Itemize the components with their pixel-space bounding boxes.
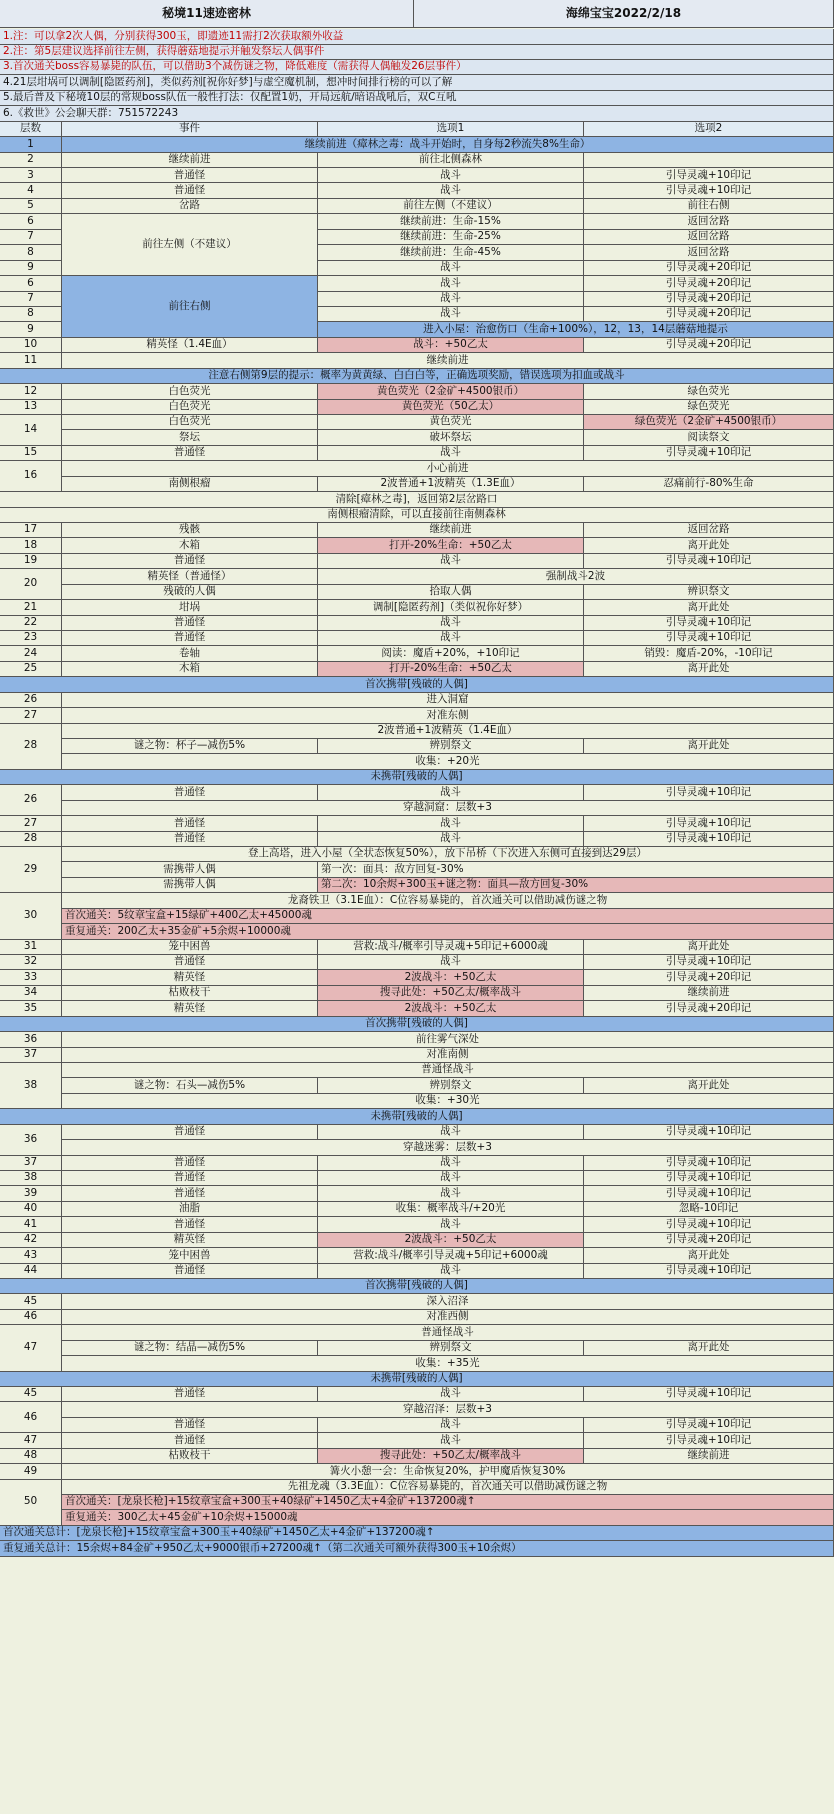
table-cell: 5: [0, 199, 62, 214]
table-cell: 收集：+20光: [62, 754, 834, 769]
table-cell: 引导灵魂+20印记: [584, 970, 834, 985]
table-cell: 26: [0, 693, 62, 708]
table-cell: 28: [0, 724, 62, 770]
table-cell: 战斗: [318, 1418, 584, 1433]
table-cell: 8: [0, 307, 62, 322]
table-cell: 进入洞窟: [62, 693, 834, 708]
table-cell: 战斗：+50乙太: [318, 338, 584, 353]
table-cell: 战斗: [318, 168, 584, 183]
table-cell: 破坏祭坛: [318, 430, 584, 445]
table-cell: 战斗: [318, 1264, 584, 1279]
event-banner: 继续前进（瘴林之毒：战斗开始时，自身每2秒流失8%生命）: [62, 137, 834, 152]
table-cell: 普通怪: [62, 554, 318, 569]
table-cell: 17: [0, 523, 62, 538]
table-cell: 前往右侧: [62, 276, 318, 338]
note-line: 3.首次通关boss容易暴毙的队伍，可以借助3个减伤谜之物，降低难度（需获得人偶触发26层事件）: [0, 60, 834, 75]
table-cell: 需携带人偶: [62, 878, 318, 893]
table-cell: 小心前进: [62, 461, 834, 476]
table-cell: 引导灵魂+10印记: [584, 1433, 834, 1448]
section-banner: 未携带[残破的人偶]: [0, 770, 834, 785]
table-cell: 普通怪: [62, 631, 318, 646]
table-cell: 普通怪: [62, 816, 318, 831]
section-banner: 首次携带[残破的人偶]: [0, 677, 834, 692]
table-cell: 3: [0, 168, 62, 183]
table-cell: 31: [0, 940, 62, 955]
table-cell: 收集：+30光: [62, 1094, 834, 1109]
table-cell: 37: [0, 1156, 62, 1171]
table-cell: 谜之物：石头—减伤5%: [62, 1078, 318, 1093]
table-cell: 木箱: [62, 538, 318, 553]
table-cell: 打开-20%生命：+50乙太: [318, 662, 584, 677]
table-cell: 返回岔路: [584, 245, 834, 260]
table-cell: 忍痛前行-80%生命: [584, 477, 834, 492]
table-cell: 精英怪（普通怪）: [62, 569, 318, 584]
table-cell: 6: [0, 214, 62, 229]
table-cell: 绿色荧光: [584, 400, 834, 415]
first-clear-total: 首次通关总计：[龙泉长枪]+15纹章宝盒+300玉+40绿矿+1450乙太+4金矿+137200魂↑: [0, 1526, 834, 1541]
table-cell: 绿色荧光（2金矿+4500银币）: [584, 415, 834, 430]
table-cell: 2波战斗：+50乙太: [318, 1233, 584, 1248]
table-cell: 离开此处: [584, 1341, 834, 1356]
table-cell: 30: [0, 893, 62, 939]
table-cell: 营救:战斗/概率引导灵魂+5印记+6000魂: [318, 940, 584, 955]
table-cell: 47: [0, 1325, 62, 1371]
table-cell: 引导灵魂+10印记: [584, 1156, 834, 1171]
hint-banner: 注意右侧第9层的提示：概率为黄黄绿、白白白等，正确选项奖励，错误选项为扣血或战斗: [0, 369, 834, 384]
table-cell: 祭坛: [62, 430, 318, 445]
table-cell: 引导灵魂+10印记: [584, 1418, 834, 1433]
table-cell: 普通怪: [62, 1171, 318, 1186]
table-cell: 战斗: [318, 785, 584, 800]
table-cell: 离开此处: [584, 940, 834, 955]
table-cell: 枯败枝干: [62, 1449, 318, 1464]
table-cell: 38: [0, 1063, 62, 1109]
table-cell: 20: [0, 569, 62, 600]
table-cell: 岔路: [62, 199, 318, 214]
table-cell: 普通怪战斗: [62, 1063, 834, 1078]
table-cell: 41: [0, 1217, 62, 1232]
table-cell: 离开此处: [584, 1078, 834, 1093]
table-cell: 18: [0, 538, 62, 553]
table-cell: 阅读祭文: [584, 430, 834, 445]
table-cell: 南侧根瘤: [62, 477, 318, 492]
table-cell: 45: [0, 1387, 62, 1402]
column-header: 选项1: [318, 122, 584, 137]
table-cell: 绿色荧光: [584, 384, 834, 399]
table-cell: 白色荧光: [62, 415, 318, 430]
table-cell: 对准西侧: [62, 1310, 834, 1325]
table-cell: 阅读：魔盾+20%，+10印记: [318, 646, 584, 661]
table-cell: 38: [0, 1171, 62, 1186]
table-cell: 龙裔铁卫（3.1E血）：C位容易暴毙的，首次通关可以借助减伤谜之物: [62, 893, 834, 908]
table-cell: 对准南侧: [62, 1048, 834, 1063]
table-cell: 2波普通+1波精英（1.4E血）: [62, 724, 834, 739]
table-cell: 白色荧光: [62, 384, 318, 399]
table-cell: 普通怪: [62, 955, 318, 970]
table-cell: 笼中困兽: [62, 940, 318, 955]
table-cell: 44: [0, 1264, 62, 1279]
table-cell: 普通怪: [62, 1418, 318, 1433]
table-cell: 继续前进：生命-25%: [318, 230, 584, 245]
table-cell: 继续前进：生命-15%: [318, 214, 584, 229]
sheet-title: 秘境11速迹密林: [0, 0, 414, 28]
table-cell: 9: [0, 261, 62, 276]
table-cell: 49: [0, 1464, 62, 1479]
table-cell: 继续前进: [318, 523, 584, 538]
table-cell: 篝火小憩一会：生命恢复20%，护甲魔盾恢复30%: [62, 1464, 834, 1479]
table-cell: 普通怪: [62, 1125, 318, 1140]
table-cell: 普通怪: [62, 1156, 318, 1171]
table-cell: 战斗: [318, 955, 584, 970]
section-banner: 首次携带[残破的人偶]: [0, 1017, 834, 1032]
table-cell: 油脂: [62, 1202, 318, 1217]
sheet-author-date: 海绵宝宝2022/2/18: [414, 0, 834, 28]
column-header: 事件: [62, 122, 318, 137]
table-cell: 引导灵魂+10印记: [584, 168, 834, 183]
table-cell: 引导灵魂+10印记: [584, 1125, 834, 1140]
table-cell: 南侧根瘤清除，可以直接前往南侧森林: [0, 508, 834, 523]
table-cell: 打开-20%生命：+50乙太: [318, 538, 584, 553]
column-header: 层数: [0, 122, 62, 137]
table-cell: 清除[瘴林之毒]，返回第2层岔路口: [0, 492, 834, 507]
table-cell: 7: [0, 230, 62, 245]
table-cell: 忽略-10印记: [584, 1202, 834, 1217]
table-cell: 战斗: [318, 446, 584, 461]
table-cell: 离开此处: [584, 662, 834, 677]
table-cell: 36: [0, 1125, 62, 1156]
table-cell: 6: [0, 276, 62, 291]
table-cell: 谜之物：杯子—减伤5%: [62, 739, 318, 754]
table-cell: 引导灵魂+10印记: [584, 554, 834, 569]
table-cell: 继续前进: [584, 1449, 834, 1464]
table-cell: 普通怪: [62, 1433, 318, 1448]
table-cell: 坩埚: [62, 600, 318, 615]
table-cell: 33: [0, 970, 62, 985]
table-cell: 普通怪: [62, 1186, 318, 1201]
column-header: 选项2: [584, 122, 834, 137]
table-cell: 引导灵魂+10印记: [584, 183, 834, 198]
table-cell: 战斗: [318, 261, 584, 276]
table-cell: 辨别祭文: [318, 1078, 584, 1093]
table-cell: 27: [0, 708, 62, 723]
table-cell: 重复通关：300乙太+45金矿+10余烬+15000魂: [62, 1510, 834, 1525]
table-cell: 普通怪: [62, 832, 318, 847]
table-cell: 深入沼泽: [62, 1294, 834, 1309]
table-cell: 黄色荧光（2金矿+4500银币）: [318, 384, 584, 399]
table-cell: 继续前进: [584, 986, 834, 1001]
table-cell: 穿越沼泽：层数+3: [62, 1402, 834, 1417]
table-cell: 引导灵魂+20印记: [584, 307, 834, 322]
table-cell: 第一次：面具：敌方回复-30%: [318, 862, 834, 877]
table-cell: 精英怪: [62, 1233, 318, 1248]
table-cell: 白色荧光: [62, 400, 318, 415]
table-cell: 47: [0, 1433, 62, 1448]
table-cell: 进入小屋：治愈伤口（生命+100%），12，13，14层蘑菇地提示: [318, 322, 834, 337]
table-cell: 21: [0, 600, 62, 615]
table-cell: 战斗: [318, 1125, 584, 1140]
table-cell: 7: [0, 292, 62, 307]
table-cell: 43: [0, 1248, 62, 1263]
note-line: 5.最后普及下秘境10层的常规boss队伍一般性打法：仅配置1奶，开局远航/暗语战吼后，双C互吼: [0, 91, 834, 106]
table-cell: 19: [0, 554, 62, 569]
table-cell: 重复通关：200乙太+35金矿+5余烬+10000魂: [62, 924, 834, 939]
section-banner: 首次携带[残破的人偶]: [0, 1279, 834, 1294]
note-line: 6.《救世》公会聊天群：751572243: [0, 106, 834, 121]
table-cell: 收集：+35光: [62, 1356, 834, 1371]
table-cell: 13: [0, 400, 62, 415]
table-cell: 46: [0, 1310, 62, 1325]
table-cell: 黄色荧光（50乙太）: [318, 400, 584, 415]
table-cell: 战斗: [318, 276, 584, 291]
table-cell: 11: [0, 353, 62, 368]
table-cell: 战斗: [318, 1387, 584, 1402]
table-cell: 前往北侧森林: [318, 153, 584, 168]
table-cell: 先祖龙魂（3.3E血）：C位容易暴毙的，首次通关可以借助减伤谜之物: [62, 1480, 834, 1495]
table-cell: 离开此处: [584, 538, 834, 553]
table-cell: 辨别祭文: [318, 739, 584, 754]
table-cell: 普通怪: [62, 1387, 318, 1402]
table-cell: 离开此处: [584, 600, 834, 615]
table-cell: 4: [0, 183, 62, 198]
table-cell: 2: [0, 153, 62, 168]
table-cell: 引导灵魂+10印记: [584, 816, 834, 831]
table-cell: 穿越迷雾：层数+3: [62, 1140, 834, 1155]
table-cell: 精英怪: [62, 970, 318, 985]
table-cell: 普通怪: [62, 183, 318, 198]
table-cell: 战斗: [318, 1217, 584, 1232]
table-cell: 卷轴: [62, 646, 318, 661]
table-cell: 继续前进: [62, 153, 318, 168]
table-cell: 37: [0, 1048, 62, 1063]
table-cell: 枯败枝干: [62, 986, 318, 1001]
table-cell: 需携带人偶: [62, 862, 318, 877]
table-cell: 对准东侧: [62, 708, 834, 723]
table-cell: 35: [0, 1001, 62, 1016]
table-cell: 引导灵魂+10印记: [584, 616, 834, 631]
table-cell: 穿越洞窟：层数+3: [62, 801, 834, 816]
table-cell: 战斗: [318, 292, 584, 307]
table-cell: 笼中困兽: [62, 1248, 318, 1263]
table-cell: 调制[隐匿药剂]（类似祝你好梦）: [318, 600, 584, 615]
table-cell: 引导灵魂+10印记: [584, 1264, 834, 1279]
table-cell: 战斗: [318, 832, 584, 847]
repeat-clear-total: 重复通关总计：15余烬+84金矿+950乙太+9000银币+27200魂↑（第二次通关可额外获得300玉+10余烬）: [0, 1541, 834, 1556]
table-cell: 返回岔路: [584, 214, 834, 229]
table-cell: 36: [0, 1032, 62, 1047]
note-line: 1.注：可以拿2次人偶，分别获得300玉，即遗迹11需打2次获取额外收益: [0, 29, 834, 44]
table-cell: 精英怪（1.4E血）: [62, 338, 318, 353]
table-cell: 收集：概率战斗/+20光: [318, 1202, 584, 1217]
table-cell: 48: [0, 1449, 62, 1464]
table-cell: 离开此处: [584, 1248, 834, 1263]
table-cell: 登上高塔，进入小屋（全状态恢复50%），放下吊桥（下次进入东侧可直接到达29层）: [62, 847, 834, 862]
table-cell: 前往左侧（不建议）: [318, 199, 584, 214]
table-cell: 战斗: [318, 1186, 584, 1201]
table-cell: 引导灵魂+10印记: [584, 832, 834, 847]
table-cell: 8: [0, 245, 62, 260]
table-cell: 10: [0, 338, 62, 353]
table-cell: 战斗: [318, 554, 584, 569]
table-cell: 辨识祭文: [584, 585, 834, 600]
table-cell: 12: [0, 384, 62, 399]
table-cell: 普通怪战斗: [62, 1325, 834, 1340]
table-cell: 引导灵魂+10印记: [584, 1387, 834, 1402]
table-cell: 引导灵魂+20印记: [584, 1233, 834, 1248]
table-cell: 返回岔路: [584, 230, 834, 245]
table-cell: 离开此处: [584, 739, 834, 754]
table-cell: 24: [0, 646, 62, 661]
table-cell: 引导灵魂+20印记: [584, 276, 834, 291]
table-cell: 26: [0, 785, 62, 816]
table-cell: 强制战斗2波: [318, 569, 834, 584]
table-cell: 辨别祭文: [318, 1341, 584, 1356]
note-line: 2.注：第5层建议选择前往左侧，获得蘑菇地提示并触发祭坛人偶事件: [0, 45, 834, 60]
table-cell: 46: [0, 1402, 62, 1433]
table-cell: 引导灵魂+20印记: [584, 338, 834, 353]
table-cell: 引导灵魂+10印记: [584, 1217, 834, 1232]
table-cell: 继续前进: [62, 353, 834, 368]
table-cell: 继续前进：生命-45%: [318, 245, 584, 260]
table-cell: 普通怪: [62, 616, 318, 631]
table-cell: 普通怪: [62, 785, 318, 800]
table-cell: 42: [0, 1233, 62, 1248]
table-cell: 29: [0, 847, 62, 893]
table-cell: 销毁：魔盾-20%，-10印记: [584, 646, 834, 661]
table-cell: 黄色荧光: [318, 415, 584, 430]
table-cell: 战斗: [318, 816, 584, 831]
table-cell: 返回岔路: [584, 523, 834, 538]
note-line: 4.21层坩埚可以调制[隐匿药剂]，类似药剂[祝你好梦]与虚空魔机制，想冲时间排行榜的可以了解: [0, 75, 834, 90]
table-cell: 普通怪: [62, 446, 318, 461]
table-cell: 15: [0, 446, 62, 461]
table-cell: 2波普通+1波精英（1.3E血）: [318, 477, 584, 492]
section-banner: 未携带[残破的人偶]: [0, 1372, 834, 1387]
table-cell: 普通怪: [62, 168, 318, 183]
table-cell: 战斗: [318, 1171, 584, 1186]
table-cell: 搜寻此处：+50乙太/概率战斗: [318, 1449, 584, 1464]
table-cell: 引导灵魂+10印记: [584, 446, 834, 461]
table-cell: 战斗: [318, 307, 584, 322]
table-cell: 战斗: [318, 183, 584, 198]
table-cell: 引导灵魂+10印记: [584, 1171, 834, 1186]
table-cell: 引导灵魂+20印记: [584, 261, 834, 276]
table-cell: 引导灵魂+20印记: [584, 1001, 834, 1016]
table-cell: 精英怪: [62, 1001, 318, 1016]
table-cell: 营救:战斗/概率引导灵魂+5印记+6000魂: [318, 1248, 584, 1263]
table-cell: 战斗: [318, 1433, 584, 1448]
table-cell: 谜之物：结晶—减伤5%: [62, 1341, 318, 1356]
table-cell: 28: [0, 832, 62, 847]
table-cell: 首次通关：5纹章宝盒+15绿矿+400乙太+45000魂: [62, 909, 834, 924]
table-cell: 前往右侧: [584, 199, 834, 214]
table-cell: 引导灵魂+10印记: [584, 785, 834, 800]
table-cell: 引导灵魂+20印记: [584, 292, 834, 307]
table-cell: 23: [0, 631, 62, 646]
table-cell: 2波战斗：+50乙太: [318, 1001, 584, 1016]
table-cell: 14: [0, 415, 62, 446]
table-cell: 引导灵魂+10印记: [584, 955, 834, 970]
table-cell: 9: [0, 322, 62, 337]
table-cell: 残破的人偶: [62, 585, 318, 600]
table-cell: 39: [0, 1186, 62, 1201]
table-cell: [584, 153, 834, 168]
table-cell: 木箱: [62, 662, 318, 677]
table-cell: 16: [0, 461, 62, 492]
table-cell: 22: [0, 616, 62, 631]
table-cell: 残骸: [62, 523, 318, 538]
table-cell: 引导灵魂+10印记: [584, 631, 834, 646]
table-cell: 战斗: [318, 631, 584, 646]
floor-number: 1: [0, 137, 62, 152]
section-banner: 未携带[残破的人偶]: [0, 1109, 834, 1124]
table-cell: 40: [0, 1202, 62, 1217]
table-cell: 34: [0, 986, 62, 1001]
table-cell: 普通怪: [62, 1217, 318, 1232]
table-cell: 32: [0, 955, 62, 970]
table-cell: 前往左侧（不建议）: [62, 214, 318, 276]
table-cell: 战斗: [318, 616, 584, 631]
table-cell: 战斗: [318, 1156, 584, 1171]
table-cell: 45: [0, 1294, 62, 1309]
table-cell: 50: [0, 1480, 62, 1526]
table-cell: 25: [0, 662, 62, 677]
table-cell: 第二次：10余烬+300玉+谜之物：面具—敌方回复-30%: [318, 878, 834, 893]
table-cell: 普通怪: [62, 1264, 318, 1279]
table-cell: 27: [0, 816, 62, 831]
table-cell: 引导灵魂+10印记: [584, 1186, 834, 1201]
table-cell: 拾取人偶: [318, 585, 584, 600]
table-cell: 首次通关：[龙泉长枪]+15纹章宝盒+300玉+40绿矿+1450乙太+4金矿+137200魂↑: [62, 1495, 834, 1510]
table-cell: 前往雾气深处: [62, 1032, 834, 1047]
table-cell: 2波战斗：+50乙太: [318, 970, 584, 985]
table-cell: 搜寻此处：+50乙太/概率战斗: [318, 986, 584, 1001]
